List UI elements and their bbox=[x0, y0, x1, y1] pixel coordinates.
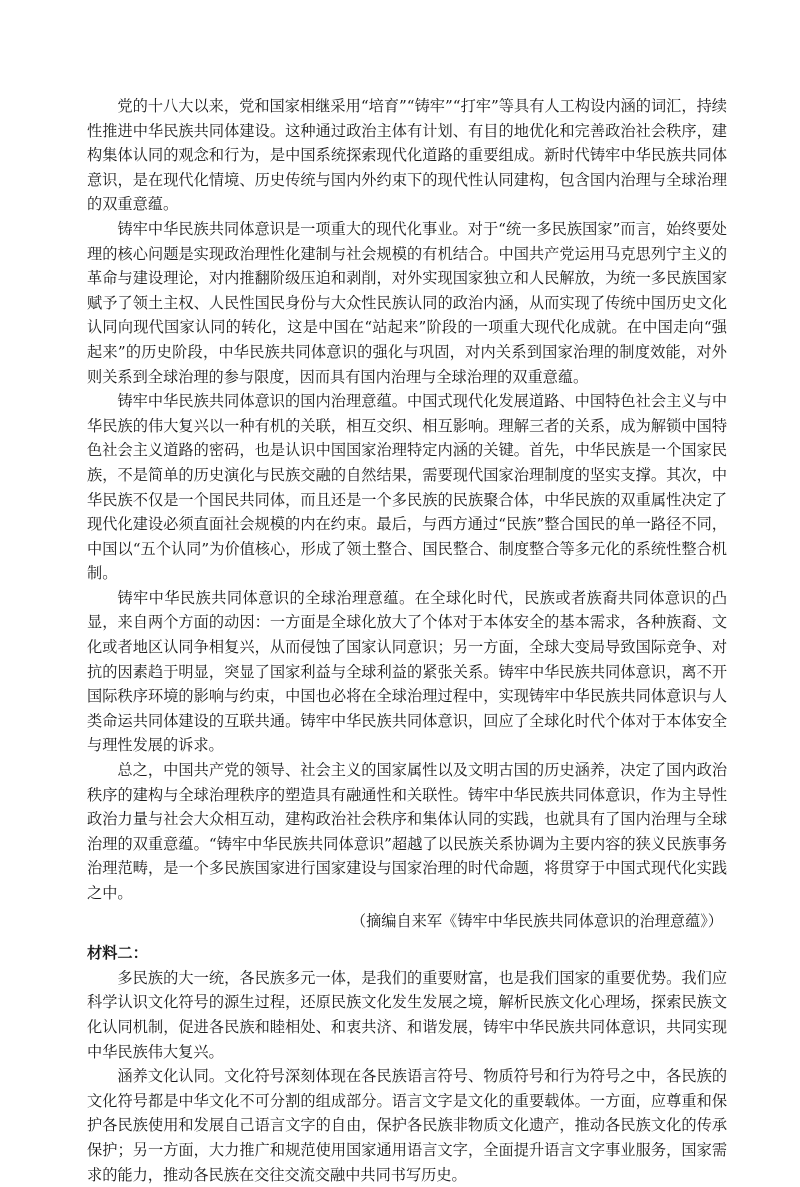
body-paragraph: 铸牢中华民族共同体意识是一项重大的现代化事业。对于“统一多民族国家”而言，始终要处理的核心问题是实现政治理性化建制与社会规模的有机结合。中国共产党运用马克思列宁主义的革命与建设理论，对内推翻阶级压迫和剥削，对外实现国家独立和人民解放，为统一多民族国家赋予了领土主权、人民性国民身份与大众性民族认同的政治内涵，从而实现了传统中国历史文化认同向现代国家认同的转化，这是中国在“站起来”阶段的一项重大现代化成就。在中国走向“强起来”的历史阶段，中华民族共同体意识的强化与巩固，对内关系到国家治理的制度效能，对外则关系到全球治理的参与限度，因而具有国内治理与全球治理的双重意蕴。 bbox=[87, 219, 727, 386]
body-paragraph: 总之，中国共产党的领导、社会主义的国家属性以及文明古国的历史涵养，决定了国内政治秩序的建构与全球治理秩序的塑造具有融通性和关联性。铸牢中华民族共同体意识，作为主导性政治力量与社会大众相互动，建构政治社会秩序和集体认同的实践，也就具有了国内治理与全球治理的双重意蕴。“铸牢中华民族共同体意识”超越了以民族关系协调为主要内容的狭义民族事务治理范畴，是一个多民族国家进行国家建设与国家治理的时代命题，将贯穿于中国式现代化实践之中。 bbox=[87, 761, 727, 902]
source-citation: （摘编自来军《铸牢中华民族共同体意识的治理意蕴》） bbox=[350, 911, 723, 930]
material-one-section bbox=[87, 94, 727, 933]
body-paragraph: 铸牢中华民族共同体意识的国内治理意蕴。中国式现代化发展道路、中国特色社会主义与中华民族的伟大复兴以一种有机的关联，相互交织、相互影响。理解三者的关系，成为解锁中国特色社会主义道路的密码，也是认识中国国家治理特定内涵的关键。首先，中华民族是一个国家民族，不是简单的历史演化与民族交融的自然结果，需要现代国家治理制度的坚实支撑。其次，中华民族不仅是一个国民共同体，而且还是一个多民族的民族聚合体，中华民族的双重属性决定了现代化建设必须直面社会规模的内在约束。最后，与西方通过“民族”整合国民的单一路径不同，中国以“五个认同”为价值核心，形成了领土整合、国民整合、制度整合等多元化的系统性整合机制。 bbox=[87, 392, 727, 583]
section-heading: 材料二： bbox=[87, 944, 148, 963]
body-paragraph: 多民族的大一统，各民族多元一体，是我们的重要财富，也是我们国家的重要优势。我们应科学认识文化符号的源生过程，还原民族文化发生发展之境，解析民族文化心理场，探索民族文化认同机制，促进各民族和睦相处、和衷共济、和谐发展，铸牢中华民族共同体意识，共同实现中华民族伟大复兴。 bbox=[87, 968, 727, 1061]
body-paragraph: 涵养文化认同。文化符号深刻体现在各民族语言符号、物质符号和行为符号之中，各民族的文化符号都是中华文化不可分割的组成部分。语言文字是文化的重要载体。一方面，应尊重和保护各民族使用和发展自己语言文字的自由，保护各民族非物质文化遗产，推动各民族文化的传承保护；另一方面，大力推广和规范使用国家通用语言文字，全面提升语言文字事业服务，国家需求的能力，推动各民族在交往交流交融中共同书写历史。 bbox=[87, 1067, 727, 1184]
document-page bbox=[87, 94, 727, 1187]
body-paragraph: 党的十八大以来，党和国家相继采用“培育”“铸牢”“打牢”等具有人工构设内涵的词汇，持续性推进中华民族共同体建设。这种通过政治主体有计划、有目的地优化和完善政治社会秩序，建构集体认同的观念和行为，是中国系统探索现代化道路的重要组成。新时代铸牢中华民族共同体意识，是在现代化情境、历史传统与国内外约束下的现代性认同建构，包含国内治理与全球治理的双重意蕴。 bbox=[87, 97, 727, 214]
body-paragraph: 铸牢中华民族共同体意识的全球治理意蕴。在全球化时代，民族或者族裔共同体意识的凸显，来自两个方面的动因：一方面是全球化放大了个体对于本体安全的基本需求，各种族裔、文化或者地区认同争相复兴，从而侵蚀了国家认同意识；另一方面，全球大变局导致国际竞争、对抗的因素趋于明显，突显了国家利益与全球利益的紧张关系。铸牢中华民族共同体意识，离不开国际秩序环境的影响与约束，中国也必将在全球治理过程中，实现铸牢中华民族共同体意识与人类命运共同体建设的互联共通。铸牢中华民族共同体意识，回应了全球化时代个体对于本体安全与理性发展的诉求。 bbox=[87, 588, 727, 755]
material-two-section bbox=[87, 941, 727, 1187]
